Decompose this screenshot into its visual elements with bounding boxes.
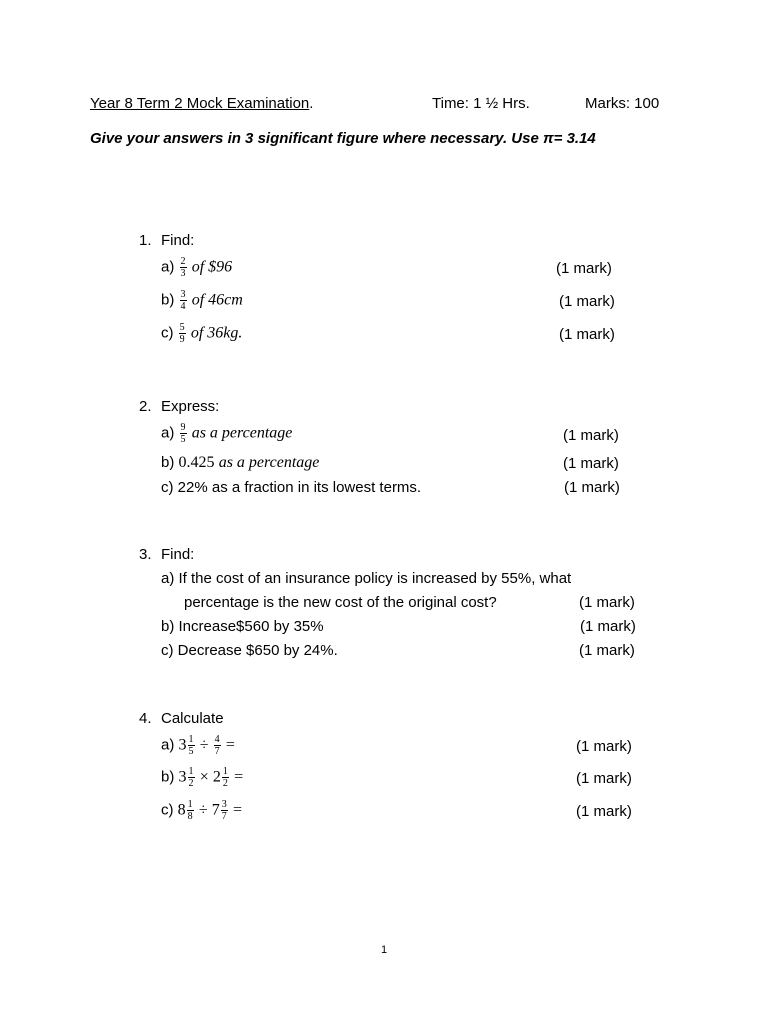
q3a-line2: percentage is the new cost of the original cost? [184,594,497,611]
fraction: $\frac{5}{9}$ [179,322,185,345]
mark-label: (1 mark) [559,293,615,310]
fraction: $\frac{4}{7}$ [214,734,220,757]
question-number: 3. [139,546,152,563]
mark-label: (1 mark) [556,260,612,277]
fraction: $\frac{2}{3}$ [180,256,186,279]
q2a: a) $\frac{9}{5}$ as a percentage [161,422,293,445]
q1c: c) $\frac{5}{9}$ of 36kg. [161,322,243,345]
mark-label: (1 mark) [579,594,635,611]
instructions: Give your answers in 3 significant figure where necessary. Use π= 3.14 [90,130,596,147]
fraction: $\frac{1}{8}$ [187,799,193,822]
q3a-line1: a) If the cost of an insurance policy is increased by 55%, what [161,570,572,587]
question-heading: Find: [161,232,195,249]
exam-marks: Marks: 100 [585,95,660,112]
q1b: b) $\frac{3}{4}$ of 46cm [161,289,243,312]
q3c: c) Decrease $650 by 24%. [161,642,338,659]
mark-label: (1 mark) [564,479,620,496]
q3b: b) Increase$560 by 35% [161,618,324,635]
page-number: 1 [380,944,388,956]
q1a: a) $\frac{2}{3}$ of $96 [161,256,233,279]
q4a: a) 3 $\frac{1}{5}$ ÷ $\frac{4}{7}$ = [161,734,235,757]
mark-label: (1 mark) [580,618,636,635]
exam-title: Year 8 Term 2 Mock Examination. [90,95,314,112]
q4c: c) 8 $\frac{1}{8}$ ÷ 7 $\frac{3}{7}$ = [161,799,242,822]
mark-label: (1 mark) [563,455,619,472]
fraction: $\frac{3}{7}$ [221,799,227,822]
mark-label: (1 mark) [559,326,615,343]
question-heading: Calculate [161,710,224,727]
q2c: c) 22% as a fraction in its lowest terms. [161,479,422,496]
q4b: b) 3 $\frac{1}{2}$ × 2 $\frac{1}{2}$ = [161,766,244,789]
mark-label: (1 mark) [576,738,632,755]
fraction: $\frac{1}{2}$ [222,766,228,789]
exam-time: Time: 1 ½ Hrs. [432,95,530,112]
fraction: $\frac{1}{2}$ [188,766,194,789]
q2b: b) 0.425 as a percentage [161,454,320,471]
question-heading: Find: [161,546,195,563]
fraction: $\frac{1}{5}$ [188,734,194,757]
mark-label: (1 mark) [576,803,632,820]
question-number: 1. [139,232,152,249]
mark-label: (1 mark) [563,427,619,444]
question-number: 4. [139,710,152,727]
fraction: $\frac{9}{5}$ [180,422,186,445]
mark-label: (1 mark) [576,770,632,787]
mark-label: (1 mark) [579,642,635,659]
question-heading: Express: [161,398,220,415]
fraction: $\frac{3}{4}$ [180,289,186,312]
question-number: 2. [139,398,152,415]
